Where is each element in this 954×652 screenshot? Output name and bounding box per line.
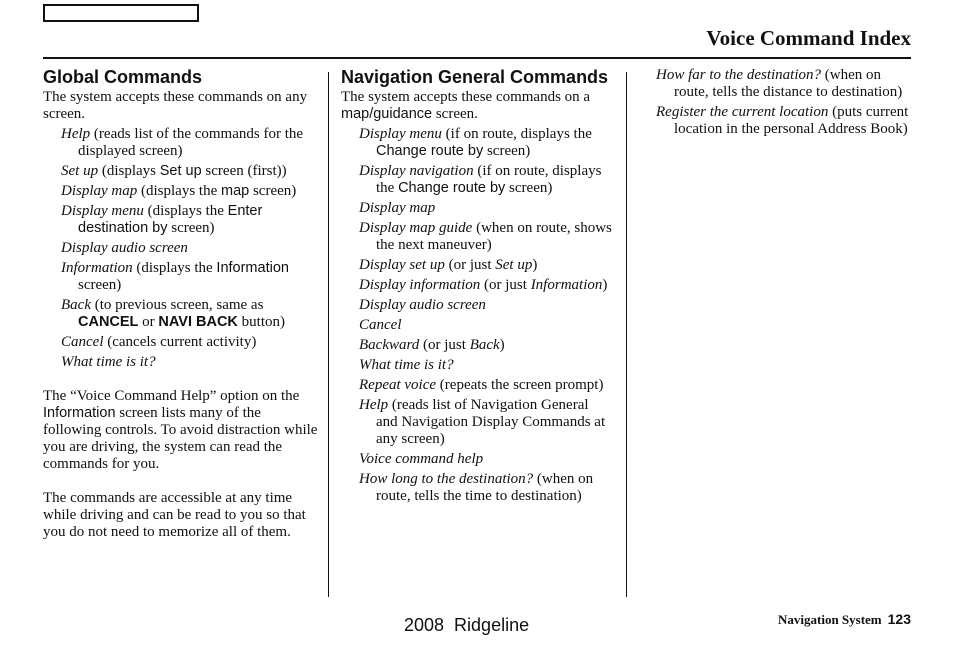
column-divider-2 <box>626 72 627 597</box>
command-item: Voice command help <box>359 451 484 467</box>
command-item: Cancel (cancels current activity) <box>61 334 257 350</box>
accessible-paragraph: The commands are accessible at any time while driving and can be read to you so that you do not need to memorize all of them. <box>43 490 306 540</box>
footer-section: Navigation System <box>778 612 882 627</box>
header-rule <box>43 57 911 59</box>
command-item: Help (reads list of Navigation General and Navigation Display Commands at any screen) <box>359 397 606 447</box>
footer-model: 2008 Ridgeline <box>404 615 530 635</box>
command-item: Display audio screen <box>61 240 188 256</box>
command-item: Cancel <box>359 317 402 333</box>
header-tab-box <box>43 4 199 22</box>
command-item: Display map guide (when on route, shows the next maneuver) <box>359 220 612 253</box>
command-item: Back (to previous screen, same as CANCEL or NAVI BACK button) <box>61 297 285 330</box>
global-commands-column <box>43 67 318 541</box>
navigation-commands-heading: Navigation General Commands <box>341 67 609 87</box>
command-item: Display audio screen <box>359 297 486 313</box>
voice-help-paragraph: The “Voice Command Help” option on the Information screen lists many of the following controls. To avoid distraction while you are driving, the system can read the commands for you. <box>43 388 318 472</box>
column-divider-1 <box>328 72 329 597</box>
command-item: Repeat voice (repeats the screen prompt) <box>359 377 604 393</box>
command-item: How far to the destination? (when on route, tells the distance to destination) <box>656 67 903 100</box>
command-item: Help (reads list of the commands for the displayed screen) <box>61 126 304 159</box>
global-intro: The system accepts these commands on any screen. <box>43 89 308 122</box>
more-commands-column <box>656 67 911 141</box>
command-item: What time is it? <box>61 354 156 370</box>
navigation-commands-column <box>341 67 613 508</box>
command-item: Display set up (or just Set up) <box>359 257 538 273</box>
page-title: Voice Command Index <box>706 26 911 50</box>
command-item: Display menu (if on route, displays the Change route by screen) <box>359 126 592 159</box>
command-item: Display map <box>359 200 436 216</box>
global-commands-heading: Global Commands <box>43 67 203 87</box>
command-item: Register the current location (puts current location in the personal Address Book) <box>656 104 909 137</box>
command-item: Display map (displays the map screen) <box>61 183 297 199</box>
command-item: How long to the destination? (when on route, tells the time to destination) <box>359 471 594 504</box>
command-item: Display navigation (if on route, displays the Change route by screen) <box>359 163 602 196</box>
command-item: Display information (or just Information) <box>359 277 608 293</box>
page-number: 123 <box>887 611 911 627</box>
footer-page-info <box>778 611 911 628</box>
command-item: Set up (displays Set up screen (first)) <box>61 163 287 179</box>
navigation-intro: The system accepts these commands on a map/guidance screen. <box>341 89 591 122</box>
command-item: What time is it? <box>359 357 454 373</box>
command-item: Backward (or just Back) <box>359 337 505 353</box>
command-item: Information (displays the Information screen) <box>61 260 289 293</box>
command-item: Display menu (displays the Enter destination by screen) <box>61 203 263 236</box>
